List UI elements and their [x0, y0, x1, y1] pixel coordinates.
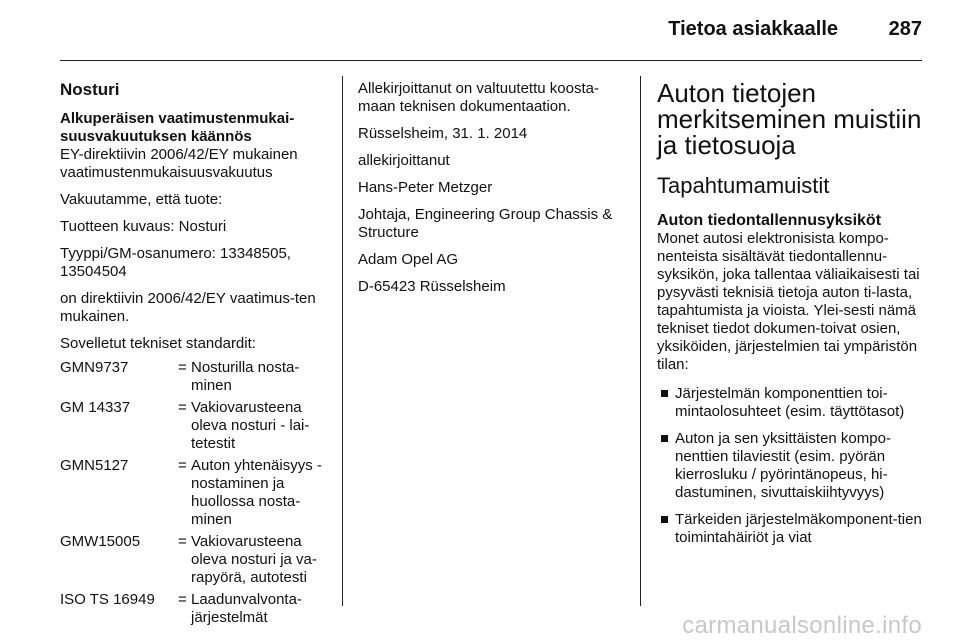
column-2 — [358, 80, 626, 305]
paragraph-2: Rüsselsheim, 31. 1. 2014 — [358, 125, 528, 142]
table-row — [60, 457, 336, 533]
paragraph-4: Hans-Peter Metzger — [358, 179, 493, 196]
standard-eq: = — [178, 399, 187, 416]
paragraph-6: Adam Opel AG — [358, 251, 459, 268]
standard-code: GM 14337 — [60, 399, 131, 416]
table-row — [60, 591, 336, 631]
list-item-text: Auton ja sen yksittäisten kompo-nenttien tilaviestit (esim. pyörän kierrosluku / pyörintänopeus, hi-dastuminen, sivuttaiskiihtyvyys) — [675, 430, 891, 501]
standard-desc: Nosturilla nosta-minen — [191, 359, 300, 394]
subsection-heading: Auton tiedontallennusyksiköt — [657, 212, 882, 229]
standard-eq: = — [178, 591, 187, 608]
standard-code: GMN5127 — [60, 457, 129, 474]
standard-code: GMW15005 — [60, 533, 141, 550]
list-item-text: Järjestelmän komponenttien toi-mintaolosuhteet (esim. täyttötasot) — [675, 385, 905, 420]
table-row — [60, 399, 336, 457]
paragraph-6: Sovelletut tekniset standardit: — [60, 335, 256, 352]
paragraph-2: Vakuutamme, että tuote: — [60, 191, 223, 208]
paragraph-5: Johtaja, Engineering Group Chassis & Structure — [358, 206, 613, 241]
paragraph-3: Tuotteen kuvaus: Nosturi — [60, 218, 227, 235]
page-number: 287 — [888, 18, 922, 40]
page-header-title: Tietoa asiakkaalle — [668, 18, 838, 40]
list-item — [657, 511, 925, 547]
column-divider-2 — [640, 76, 641, 606]
paragraph-1: EY-direktiivin 2006/42/EY mukainen vaatimustenmukaisuusvakuutus — [60, 146, 298, 181]
standard-desc: Vakiovarusteena oleva nosturi - lai-tetestit — [191, 399, 310, 452]
standard-eq: = — [178, 457, 187, 474]
standard-desc: Laadunvalvonta-järjestelmät — [191, 591, 302, 626]
standards-table — [60, 359, 336, 631]
subheading-line-1: Alkuperäisen vaatimustenmukai- — [60, 110, 295, 127]
paragraph-5: on direktiivin 2006/42/EY vaatimus-ten mukainen. — [60, 290, 316, 325]
standard-eq: = — [178, 533, 187, 550]
chapter-title: Auton tietojen merkitseminen muistiin ja tietosuoja — [657, 78, 922, 160]
paragraph-3: allekirjoittanut — [358, 152, 450, 169]
square-bullet-icon — [661, 516, 668, 523]
intro-paragraph: Monet autosi elektronisista kompo-nenteista sisältävät tiedontallennu-syksikön, joka tallentaa väliaikaisesti tai pysyvästi teknisiä tietoja auton ti-lasta, tapahtumista ja vioista. Ylei-sesti nämä tekniset tiedot dokumen-toivat osien, yksiköiden, järjestelmien tai ympäristön tilan: — [657, 230, 920, 373]
column-divider-1 — [342, 76, 343, 606]
table-row — [60, 533, 336, 591]
standard-desc: Auton yhtenäisyys - nostaminen ja huollossa nosta-minen — [191, 457, 322, 528]
bullet-list — [657, 385, 925, 547]
square-bullet-icon — [661, 390, 668, 397]
section-heading-nosturi: Nosturi — [60, 80, 120, 99]
standard-desc: Vakiovarusteena oleva nosturi ja va-rapyörä, autotesti — [191, 533, 317, 586]
paragraph-1: Allekirjoittanut on valtuutettu koosta-maan teknisen dokumentaation. — [358, 80, 599, 115]
list-item — [657, 385, 925, 421]
standard-eq: = — [178, 359, 187, 376]
standard-code: GMN9737 — [60, 359, 129, 376]
column-3 — [657, 80, 925, 556]
section-heading-tapahtumamuistit: Tapahtumamuistit — [657, 173, 830, 198]
paragraph-7: D-65423 Rüsselsheim — [358, 278, 506, 295]
column-1 — [60, 80, 336, 631]
list-item-text: Tärkeiden järjestelmäkomponent-tien toimintahäiriöt ja viat — [675, 511, 922, 546]
standard-code: ISO TS 16949 — [60, 591, 155, 608]
table-row — [60, 359, 336, 399]
watermark: carmanualsonline.info — [682, 612, 922, 639]
square-bullet-icon — [661, 435, 668, 442]
list-item — [657, 430, 925, 502]
header-rule — [60, 60, 922, 61]
paragraph-4: Tyyppi/GM-osanumero: 13348505, 13504504 — [60, 245, 291, 280]
subheading-line-2: suusvakuutuksen käännös — [60, 128, 252, 145]
